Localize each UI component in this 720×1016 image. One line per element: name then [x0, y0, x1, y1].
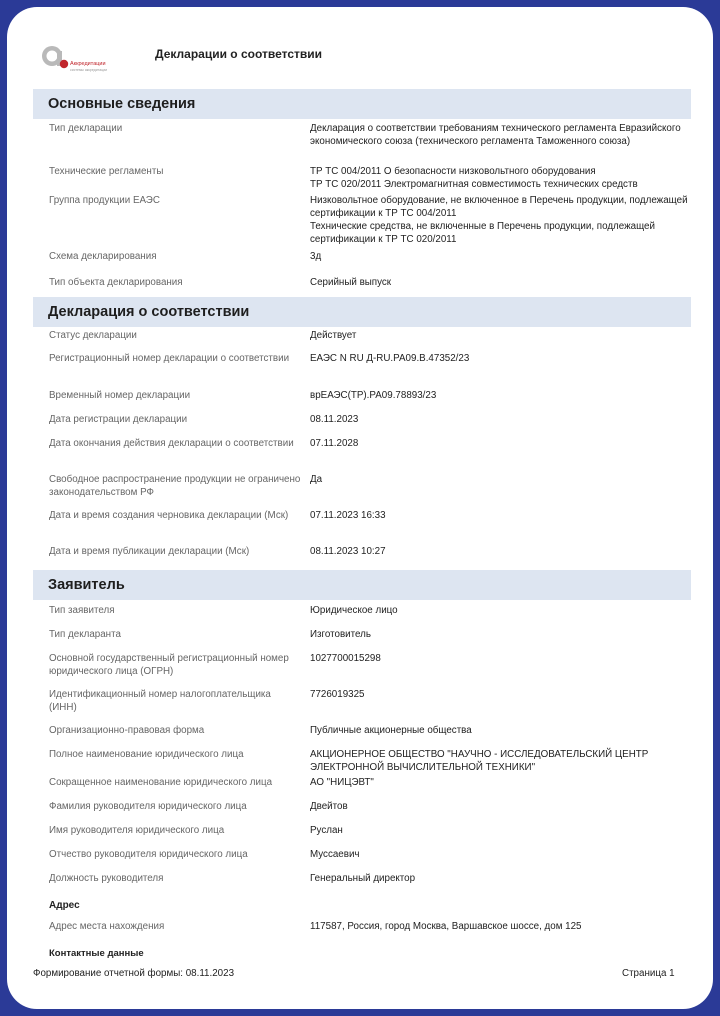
field-label: Основной государственный регистрационный номер юридического лица (ОГРН) — [49, 653, 289, 677]
field-value: АКЦИОНЕРНОЕ ОБЩЕСТВО "НАУЧНО - ИССЛЕДОВАТЕЛЬСКИЙ ЦЕНТР ЭЛЕКТРОННОЙ ВЫЧИСЛИТЕЛЬНОЙ ТЕХНИКИ" — [310, 749, 649, 773]
section-applicant: Заявитель — [33, 570, 691, 600]
field-value: Изготовитель — [310, 629, 371, 640]
field-label: Временный номер декларации — [49, 390, 191, 401]
field-value: Муссаевич — [310, 849, 360, 860]
address-label: Адрес места нахождения — [49, 921, 165, 932]
field-label: Схема декларирования — [49, 251, 157, 262]
field-label: Дата и время создания черновика декларации (Мск) — [49, 510, 289, 521]
field-value: врЕАЭС(ТР).РА09.78893/23 — [310, 390, 437, 401]
address-value: 117587, Россия, город Москва, Варшавское шоссе, дом 125 — [310, 921, 582, 932]
field-label: Дата окончания действия декларации о соответствии — [49, 438, 294, 449]
field-value: 1027700015298 — [310, 653, 381, 664]
field-label: Группа продукции ЕАЭС — [49, 195, 160, 206]
field-label: Технические регламенты — [49, 166, 164, 177]
field-value: Генеральный директор — [310, 873, 416, 884]
field-value: Серийный выпуск — [310, 277, 392, 288]
field-label: Тип заявителя — [49, 605, 115, 616]
field-label: Сокращенное наименование юридического лица — [49, 777, 273, 788]
field-label: Фамилия руководителя юридического лица — [49, 801, 247, 812]
page-title: Декларации о соответствии — [155, 47, 322, 61]
field-label: Полное наименование юридического лица — [49, 749, 244, 760]
field-label: Дата регистрации декларации — [49, 414, 188, 425]
field-value: 08.11.2023 — [310, 414, 359, 425]
field-label: Идентификационный номер налогоплательщика (ИНН) — [49, 689, 271, 713]
section-basic-info: Основные сведения — [33, 89, 691, 119]
field-value: Декларация о соответствии требованиям технического регламента Евразийского экономического союза (технического регламента Таможенного союза) — [310, 123, 681, 147]
field-value: Двейтов — [310, 801, 348, 812]
field-label: Отчество руководителя юридического лица — [49, 849, 248, 860]
field-value: Юридическое лицо — [310, 605, 398, 616]
field-value: 7726019325 — [310, 689, 365, 700]
field-label: Должность руководителя — [49, 873, 164, 884]
footer-generated-date: Формирование отчетной формы: 08.11.2023 — [33, 968, 235, 979]
field-label: Статус декларации — [49, 330, 137, 341]
field-value: 07.11.2028 — [310, 438, 359, 449]
field-value: 3д — [310, 251, 322, 262]
field-value: ТР ТС 004/2011 О безопасности низковольтного оборудования ТР ТС 020/2011 Электромагнитная совместимость технических средств — [310, 166, 638, 190]
logo-subtext: системы аккредитации — [70, 68, 108, 72]
document-page — [7, 7, 713, 1009]
document-header — [39, 43, 679, 83]
field-value: АО "НИЦЭВТ" — [310, 777, 374, 788]
field-label: Организационно-правовая форма — [49, 725, 205, 736]
footer-page-number: Страница 1 — [622, 968, 675, 979]
field-value: Низковольтное оборудование, не включенное в Перечень продукции, подлежащей сертификации к ТР ТС 004/2011 Технические средства, не включенные в Перечень продукции, подлежащей сертификации к ТР ТС 020/2011 — [310, 195, 688, 245]
logo-text: Аккредитации — [70, 61, 106, 67]
field-label: Дата и время публикации декларации (Мск) — [49, 546, 250, 557]
field-label: Тип объекта декларирования — [49, 277, 183, 288]
field-value: Руслан — [310, 825, 343, 836]
field-label: Регистрационный номер декларации о соответствии — [49, 353, 290, 364]
contacts-heading: Контактные данные — [49, 948, 144, 959]
field-label: Имя руководителя юридического лица — [49, 825, 225, 836]
field-value: Да — [310, 474, 323, 485]
field-value: 07.11.2023 16:33 — [310, 510, 386, 521]
field-value: 08.11.2023 10:27 — [310, 546, 386, 557]
address-heading: Адрес — [49, 900, 80, 911]
field-label: Свободное распространение продукции не ограничено законодательством РФ — [49, 474, 301, 498]
field-value: Действует — [310, 330, 357, 341]
section-declaration: Декларация о соответствии — [33, 297, 691, 327]
field-label: Тип декларанта — [49, 629, 121, 640]
field-value: Публичные акционерные общества — [310, 725, 472, 736]
field-value: ЕАЭС N RU Д-RU.РА09.В.47352/23 — [310, 353, 470, 364]
field-label: Тип декларации — [49, 123, 123, 134]
